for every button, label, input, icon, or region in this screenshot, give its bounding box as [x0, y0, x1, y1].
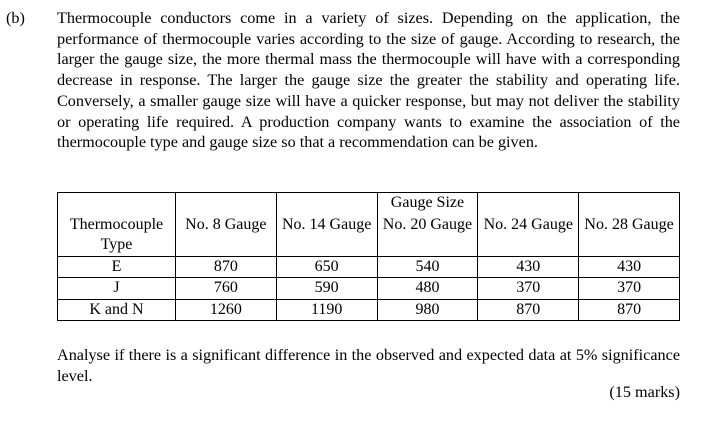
table-row	[58, 299, 680, 321]
gauge-size-header: Gauge Size	[377, 193, 478, 214]
part-label: (b)	[6, 9, 25, 27]
table-cell: 1190	[276, 299, 377, 321]
empty-header-cell	[175, 193, 276, 214]
table-row	[58, 256, 680, 278]
empty-header-cell	[478, 193, 579, 214]
table-cell: 870	[579, 299, 680, 321]
table-cell: 650	[276, 256, 377, 278]
table-cell: 1260	[175, 299, 276, 321]
question-paragraph: Thermocouple conductors come in a variety of sizes. Depending on the application, the performance of thermocouple varies according to the size of gauge. According to research, the larger the gauge size, the more thermal mass the thermocouple will have with a corresponding decrease in response. The larger the gauge size the greater the stability and operating life. Conversely, a smaller gauge size will have a quicker response, but may not deliver the stability or operating life required. A production company wants to examine the association of the thermocouple type and gauge size so that a recommendation can be given.	[57, 9, 680, 152]
table-cell: 370	[579, 278, 680, 300]
table-row	[58, 278, 680, 300]
marks-label: (15 marks)	[609, 383, 680, 401]
table-cell: 540	[377, 256, 478, 278]
table-cell: 370	[478, 278, 579, 300]
table-header-row	[58, 214, 680, 257]
empty-header-cell	[276, 193, 377, 214]
empty-corner-cell	[58, 193, 176, 214]
table-cell: 870	[478, 299, 579, 321]
table-cell: 480	[377, 278, 478, 300]
gauge-size-table	[57, 192, 680, 321]
row-type-cell: E	[58, 256, 176, 278]
empty-header-cell	[579, 193, 680, 214]
column-header-no24: No. 24 Gauge	[478, 214, 579, 257]
table-cell: 590	[276, 278, 377, 300]
column-header-no20: No. 20 Gauge	[377, 214, 478, 257]
table-cell: 870	[175, 256, 276, 278]
table-cell: 430	[478, 256, 579, 278]
column-header-no8: No. 8 Gauge	[175, 214, 276, 257]
row-type-cell: K and N	[58, 299, 176, 321]
thermocouple-type-header: Thermocouple Type	[58, 214, 176, 257]
table-cell: 980	[377, 299, 478, 321]
column-header-no28: No. 28 Gauge	[579, 214, 680, 257]
table-cell: 430	[579, 256, 680, 278]
table-cell: 760	[175, 278, 276, 300]
row-type-cell: J	[58, 278, 176, 300]
column-header-no14: No. 14 Gauge	[276, 214, 377, 257]
table-group-header-row	[58, 193, 680, 214]
analysis-question: Analyse if there is a significant difference in the observed and expected data at 5% significance level.	[57, 346, 680, 385]
